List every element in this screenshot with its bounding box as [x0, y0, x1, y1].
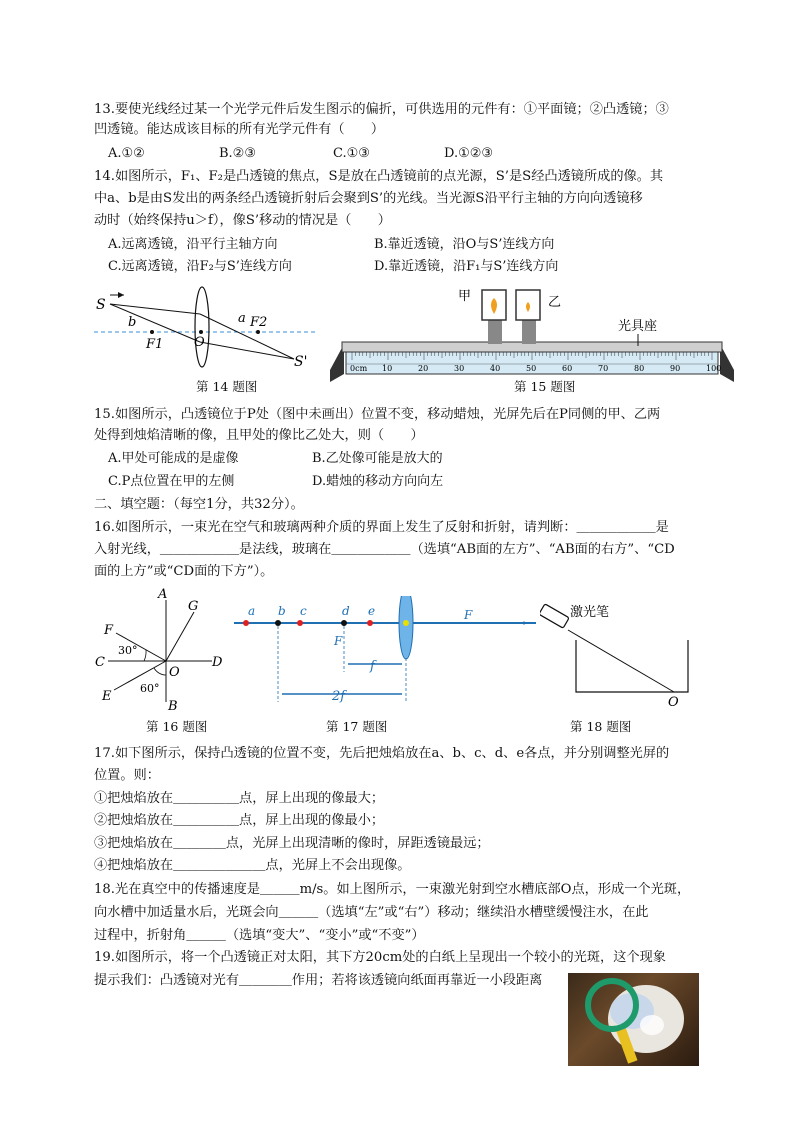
label-c: C	[95, 655, 105, 670]
label-o: O	[194, 335, 205, 350]
q14-option-d: D.靠近透镜，沿F₁与S’连线方向	[374, 259, 559, 274]
label-b: b	[128, 315, 137, 330]
q18-line2: 向水槽中加适量水后，光斑会向＿＿＿（选填“左”或“右”）移动；继续沿水槽壁缓慢注水，在此	[94, 905, 649, 920]
point-right	[523, 622, 526, 625]
yi-stand	[522, 320, 536, 344]
label-b: B	[168, 699, 178, 714]
label-s: S	[96, 297, 106, 313]
label-laser: 激光笔	[570, 605, 610, 620]
q18-line1: 18.光在真空中的传播速度是＿＿＿m/s。如上图所示，一束激光射到空水槽底部O点，形成一个光斑，	[94, 882, 691, 897]
label-e: e	[368, 604, 376, 618]
label-yi: 乙	[548, 295, 562, 310]
angle-30: 30°	[118, 644, 138, 657]
figure-18	[540, 600, 700, 710]
point-e	[367, 620, 373, 626]
arc-60	[154, 668, 166, 675]
q18-line3: 过程中，折射角＿＿＿（选填“变大”、“变小”或“不变”）	[94, 928, 425, 943]
label-o: O	[668, 695, 679, 710]
q13-option-a: A.①②	[108, 146, 145, 161]
scale-tick-label: 100	[706, 364, 722, 373]
ray-a-refracted	[200, 314, 294, 359]
angle-60: 60°	[140, 682, 160, 695]
label-f-right: F	[464, 608, 473, 622]
point-b	[275, 620, 281, 626]
q17-item-4: ④把烛焰放在＿＿＿＿＿＿＿点，光屏上不会出现像。	[94, 858, 411, 873]
label-c: c	[300, 604, 307, 618]
q16-line3: 面的上方”或“CD面的下方”）。	[94, 564, 274, 579]
magnifier-icon	[568, 973, 699, 1066]
label-b: b	[278, 604, 286, 618]
q17-item-3: ③把烛焰放在＿＿＿＿点，光屏上出现清晰的像时，屏距透镜最远；	[94, 836, 490, 851]
label-2f: 2f	[332, 689, 346, 704]
section-2-heading: 二、填空题：（每空1分，共32分）。	[94, 497, 304, 512]
scale-tick-label: 10	[382, 364, 393, 373]
label-f2: F2	[250, 315, 268, 330]
scale-tick-label: 40	[490, 364, 501, 373]
figure-15	[322, 284, 742, 386]
figure-18-caption: 第 18 题图	[570, 719, 632, 734]
scale-tick-label: 20	[418, 364, 429, 373]
label-f: F	[104, 623, 114, 638]
scale-tick-label: 70	[598, 364, 609, 373]
q17-line1: 17.如下图所示，保持凸透镜的位置不变，先后把烛焰放在a、b、c、d、e各点，并分别调整光屏的	[94, 746, 670, 761]
q16-line1: 16.如图所示，一束光在空气和玻璃两种介质的界面上发生了反射和折射，请判断：＿＿＿＿＿＿是	[94, 520, 669, 535]
f2-dot	[256, 330, 260, 334]
figure-17-caption: 第 17 题图	[326, 719, 388, 734]
label-jia: 甲	[458, 289, 472, 304]
o-dot	[199, 330, 203, 334]
laser-beam	[568, 630, 674, 692]
q15-option-d: D.蜡烛的移动方向向左	[312, 474, 444, 489]
label-d: D	[212, 655, 223, 670]
q13-option-b: B.②③	[219, 146, 256, 161]
ray-og	[166, 612, 194, 661]
point-a	[243, 620, 249, 626]
point-c	[297, 620, 303, 626]
q14-line2: 中a、b是由S发出的两条经凸透镜折射后会聚到S’的光线。当光源S沿平行主轴的方向向透镜移	[94, 191, 643, 206]
label-f1: F1	[146, 337, 164, 352]
q14-line1: 14.如图所示，F₁、F₂是凸透镜的焦点，S是放在凸透镜前的点光源，S’是S经凸透镜所成的像。其	[94, 169, 664, 184]
q19-line1: 19.如图所示，将一个凸透镜正对太阳，其下方20cm处的白纸上呈现出一个较小的光斑，这个现象	[94, 950, 666, 965]
q13-line1: 13.要使光线经过某一个光学元件后发生图示的偏折，可供选用的元件有：①平面镜；②凸透镜；③	[94, 102, 669, 117]
laser-pen-icon	[540, 604, 569, 628]
q15-option-b: B.乙处像可能是放大的	[312, 451, 443, 466]
label-small-f: f	[370, 659, 375, 674]
q15-line1: 15.如图所示，凸透镜位于P处（图中未画出）位置不变，移动蜡烛，光屏先后在P同侧的甲、乙两	[94, 407, 661, 422]
label-a: a	[238, 311, 246, 326]
figure-17	[230, 596, 540, 708]
ray-b-refracted	[200, 342, 294, 359]
figure-15-caption: 第 15 题图	[514, 379, 576, 394]
label-bench: 光具座	[618, 319, 658, 334]
jia-stand	[488, 320, 502, 344]
q16-line2: 入射光线，＿＿＿＿＿＿是法线，玻璃在＿＿＿＿＿＿（选填“AB面的左方”、“AB面的右方”、“CD	[94, 542, 675, 557]
label-a: A	[158, 587, 168, 602]
lens	[399, 596, 413, 659]
scale-tick-label: 90	[670, 364, 681, 373]
q15-line2: 处得到烛焰清晰的像，且甲处的像比乙处大，则（ ）	[94, 428, 424, 443]
q13-line2: 凹透镜。能达成该目标的所有光学元件有（ ）	[94, 122, 385, 137]
scale-tick-label: 50	[526, 364, 537, 373]
label-a: a	[248, 604, 256, 618]
q17-line2: 位置。则：	[94, 768, 160, 783]
label-s-prime: S'	[294, 354, 308, 370]
q17-item-1: ①把烛焰放在＿＿＿＿＿点，屏上出现的像最大；	[94, 791, 385, 806]
convex-lens	[195, 287, 209, 367]
f1-dot	[150, 330, 154, 334]
magnifier-photo	[568, 973, 699, 1066]
scale-tick-label: 80	[634, 364, 645, 373]
label-d: d	[342, 604, 350, 618]
q14-line3: 动时（始终保持u＞f），像S’移动的情况是（ ）	[94, 213, 391, 228]
figure-14	[94, 284, 322, 376]
arc-30	[144, 650, 146, 661]
figure-16-caption: 第 16 题图	[146, 719, 208, 734]
point-d	[341, 620, 347, 626]
scale-tick-label: 30	[454, 364, 465, 373]
label-e: E	[102, 689, 112, 704]
q15-option-c: C.P点位置在甲的左侧	[108, 474, 235, 489]
q13-option-d: D.①②③	[444, 146, 494, 161]
q14-option-c: C.远离透镜，沿F₂与S’连线方向	[108, 259, 292, 274]
scale-tick-label: 60	[562, 364, 573, 373]
label-f-focus: F	[334, 634, 343, 648]
ray-a-incident	[110, 304, 200, 314]
lens-center	[403, 620, 409, 626]
q15-option-a: A.甲处可能成的是虚像	[108, 451, 239, 466]
water-tank	[576, 640, 688, 692]
q19-line2: 提示我们：凸透镜对光有＿＿＿＿作用；若将该透镜向纸面再靠近一小段距离	[94, 973, 543, 988]
scale-tick-label: 0cm	[350, 364, 368, 373]
q14-option-b: B.靠近透镜，沿O与S’连线方向	[374, 237, 555, 252]
label-g: G	[188, 599, 199, 614]
label-o: O	[169, 665, 180, 680]
q14-option-a: A.远离透镜，沿平行主轴方向	[108, 237, 278, 252]
figure-14-caption: 第 14 题图	[196, 379, 258, 394]
q17-item-2: ②把烛焰放在＿＿＿＿＿点，屏上出现的像最小；	[94, 813, 385, 828]
figure-16	[94, 586, 234, 714]
q13-option-c: C.①③	[333, 146, 370, 161]
